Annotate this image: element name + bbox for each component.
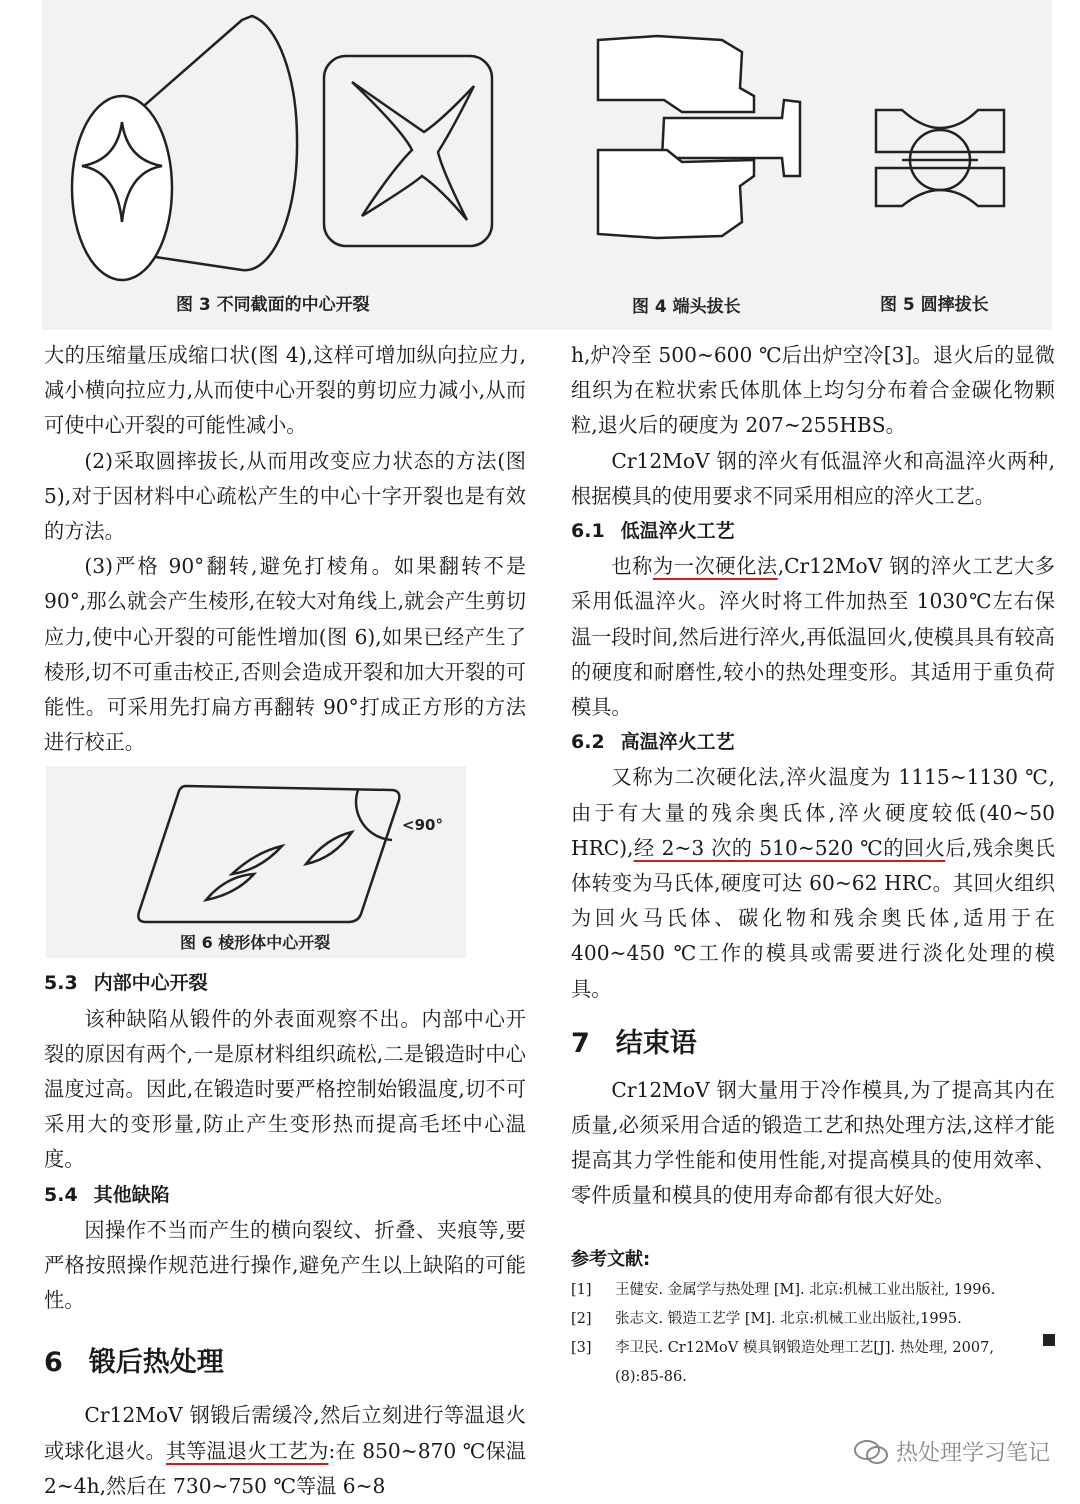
figures-3-4-5-drawing xyxy=(42,0,1052,330)
paragraph: h,炉冷至 500~600 ℃后出炉空冷[3]。退火后的显微组织为在粒状索氏体肌体上均匀分布着合金碳化物颗粒,退火后的硬度为 207~255HBS。 xyxy=(571,343,1055,438)
underlined-text: 经 2~3 次的 510~520 ℃的回火 xyxy=(633,835,946,860)
paragraph: 大的压缩量压成缩口状(图 4),这样可增加纵向拉应力,减小横向拉应力,从而使中心开裂的剪切应力减小,从而可使中心开裂的可能性减小。 xyxy=(44,343,526,438)
paragraph: (2)采取圆摔拔长,从而用改变应力状态的方法(图 5),对于因材料中心疏松产生的中心十字开裂也是有效的方法。 xyxy=(44,448,526,544)
fig6-angle-label: <90° xyxy=(402,816,443,835)
fig6-caption: 图 6 棱形体中心开裂 xyxy=(180,933,331,953)
references-heading: 参考文献: xyxy=(571,1248,651,1270)
underlined-text: 其等温退火工艺为 xyxy=(165,1438,329,1463)
reference-item: [2] 张志文. 锻造工艺学 [M]. 北京:机械工业出版社,1995. xyxy=(571,1310,962,1327)
watermark xyxy=(854,1436,1050,1467)
paragraph: 也称为一次硬化法,Cr12MoV 钢的淬火工艺大多采用低温淬火。淬火时将工件加热至 1030℃左右保温一段时间,然后进行淬火,再低温回火,使模具具有较高的硬度和耐磨性,较小的热处理变形。其适用于重负荷模具。 xyxy=(571,554,1055,720)
fig3-caption: 图 3 不同截面的中心开裂 xyxy=(176,295,370,315)
references-list xyxy=(571,1276,1055,1392)
paragraph: (3)严格 90°翻转,避免打棱角。如果翻转不是 90°,那么就会产生棱形,在较大对角线上,就会产生剪切应力,使中心开裂的可能性增加(图 6),如果已经产生了棱形,切不可重击校正,否则会造成开裂和加大开裂的可能性。可采用先打扁方再翻转 90°打成正方形的方法进行校正。 xyxy=(44,554,526,755)
wechat-icon xyxy=(854,1439,888,1465)
fig3-cylinder-shape xyxy=(72,16,297,280)
right-column xyxy=(571,338,1055,1392)
paragraph: Cr12MoV 钢锻后需缓冷,然后立刻进行等温退火或球化退火。其等温退火工艺为:在 850~870 ℃保温 2~4h,然后在 730~750 ℃等温 6~8 xyxy=(44,1403,526,1498)
reference-item: [3] 李卫民. Cr12MoV 模具钢锻造处理工艺[J]. 热处理, 2007,(8):85-86. xyxy=(571,1334,1055,1392)
fig5-caption: 图 5 圆摔拔长 xyxy=(880,295,989,315)
section-heading-5-4: 5.4 其他缺陷 xyxy=(44,1183,170,1206)
figure-6 xyxy=(46,766,466,958)
paragraph: 又称为二次硬化法,淬火温度为 1115~1130 ℃,由于有大量的残余奥氏体,淬火硬度较低(40~50 HRC),经 2~3 次的 510~520 ℃的回火后,残余奥氏体转变为马氏体,硬度可达 60~62 HRC。其回火组织为回火马氏体、碳化物和残余奥氏体,适用于在 400~450 ℃工作的模具或需要进行淡化处理的模具。 xyxy=(571,765,1055,1001)
watermark-text: 热处理学习笔记 xyxy=(895,1441,1050,1466)
paragraph: 该种缺陷从锻件的外表面观察不出。内部中心开裂的原因有两个,一是原材料组织疏松,二是锻造时中心温度过高。因此,在锻造时要严格控制始锻温度,切不可采用大的变形量,防止产生变形热而提高毛坯中心温度。 xyxy=(44,1006,526,1172)
section-heading-7: 7 结束语 xyxy=(571,1027,697,1059)
fig3-square-section-shape xyxy=(324,56,492,246)
figure-strip-top xyxy=(42,0,1052,330)
paragraph: Cr12MoV 钢大量用于冷作模具,为了提高其内在质量,必须采用合适的锻造工艺和热处理方法,这样才能提高其力学性能和使用性能,对提高模具的使用效率、零件质量和模具的使用寿命都有很大好处。 xyxy=(571,1077,1055,1208)
fig5-round-swaging-shape xyxy=(876,110,1004,206)
paragraph: Cr12MoV 钢的淬火有低温淬火和高温淬火两种,根据模具的使用要求不同采用相应的淬火工艺。 xyxy=(571,448,1055,508)
section-heading-6-2: 6.2 高温淬火工艺 xyxy=(571,731,735,754)
reference-item: [1] 王健安. 金属学与热处理 [M]. 北京:机械工业出版社, 1996. xyxy=(571,1281,996,1298)
end-mark-icon xyxy=(1043,1334,1055,1346)
section-heading-6: 6 锻后热处理 xyxy=(44,1347,224,1379)
fig4-end-drawing-shape xyxy=(598,36,800,238)
left-column xyxy=(44,338,526,1504)
section-heading-6-1: 6.1 低温淬火工艺 xyxy=(571,520,735,543)
paragraph: 因操作不当而产生的横向裂纹、折叠、夹痕等,要严格按照操作规范进行操作,避免产生以上缺陷的可能性。 xyxy=(44,1217,526,1313)
fig4-caption: 图 4 端头拔长 xyxy=(632,297,741,317)
underlined-text: 为一次硬化法 xyxy=(652,554,778,579)
section-heading-5-3: 5.3 内部中心开裂 xyxy=(44,972,208,995)
